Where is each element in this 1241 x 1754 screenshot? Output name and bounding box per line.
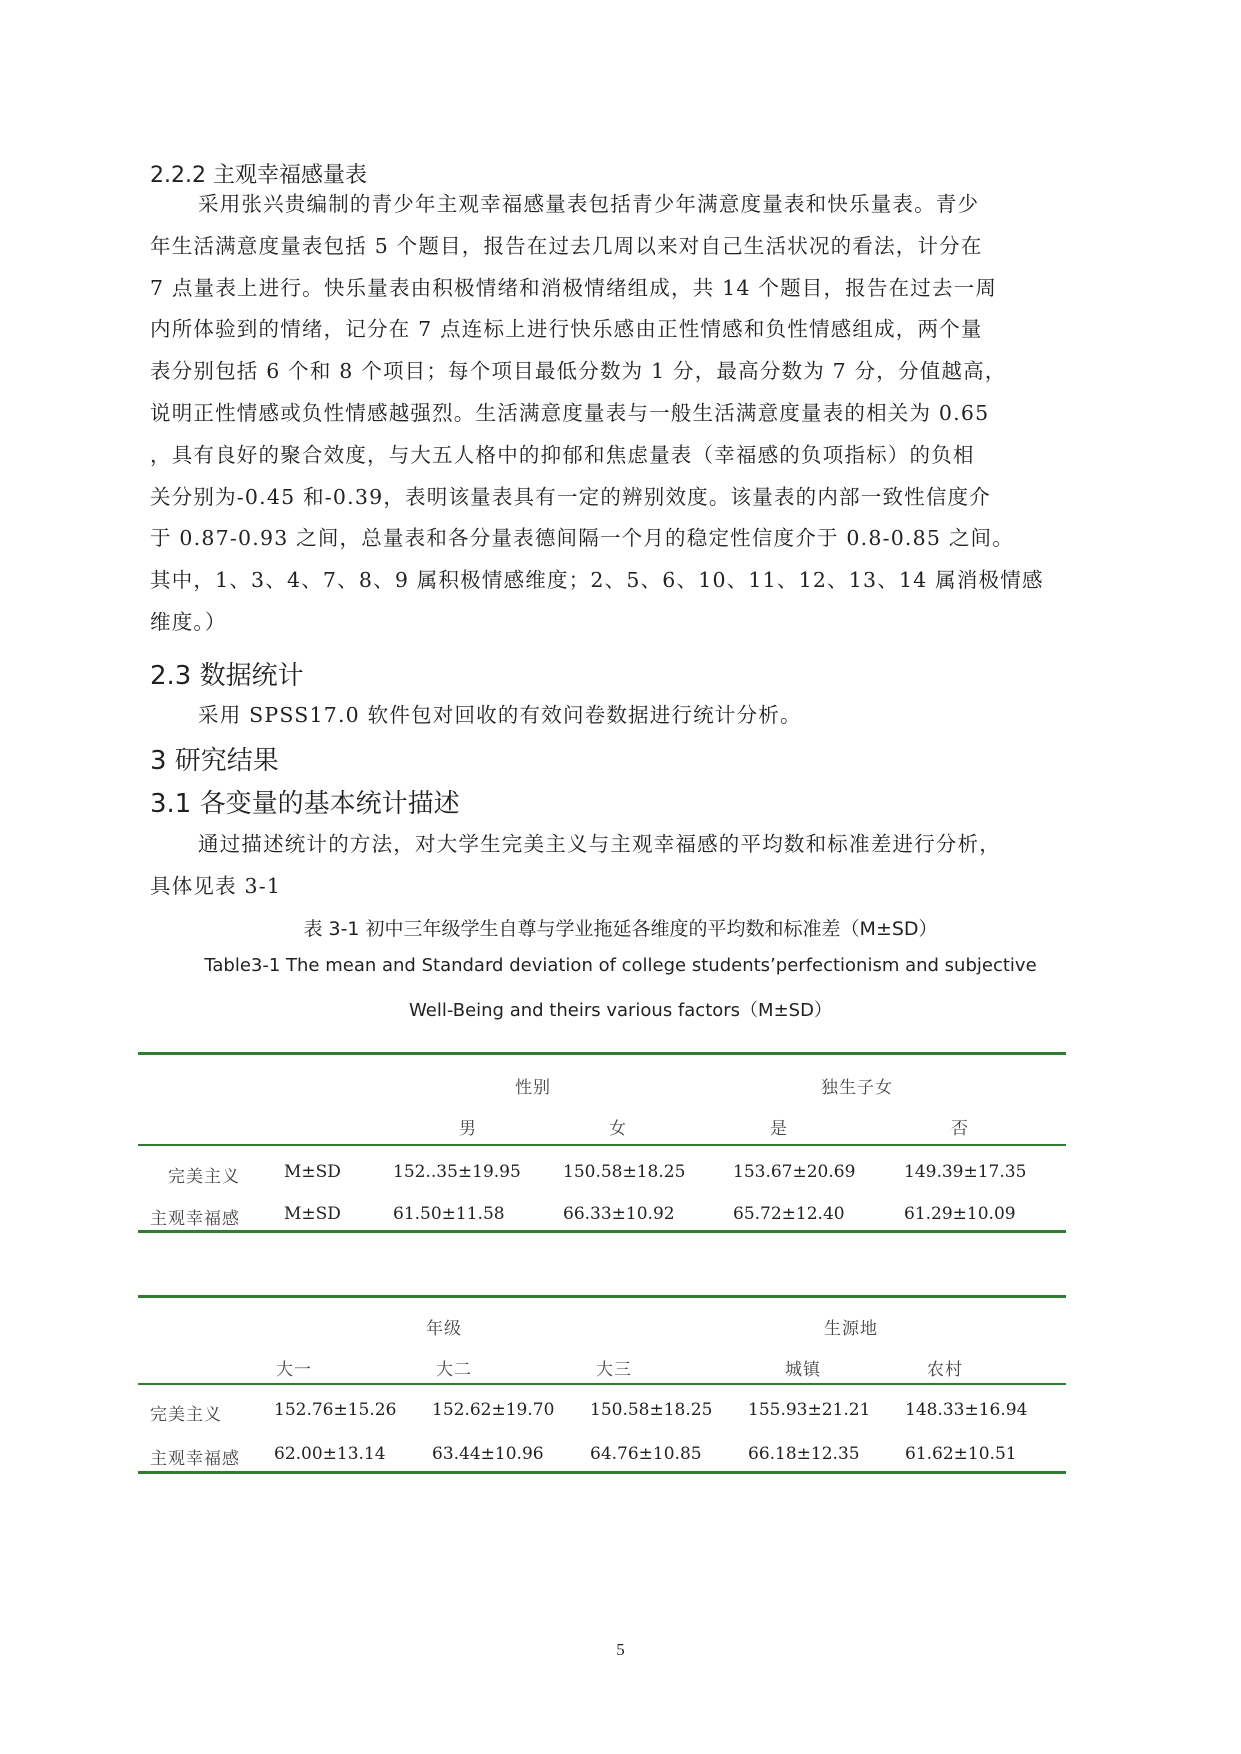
column-header-freshman: 大一 (276, 1360, 312, 1380)
table-cell: 149.39±17.35 (904, 1162, 1027, 1182)
column-header-urban: 城镇 (785, 1360, 821, 1380)
table-cell: 61.62±10.51 (905, 1444, 1017, 1464)
text-line: 维度。） (150, 609, 227, 634)
stat-label: M±SD (284, 1162, 341, 1182)
text-line: 采用 SPSS17.0 软件包对回收的有效问卷数据进行统计分析。 (198, 703, 802, 727)
section-heading-3: 3 研究结果 (150, 746, 279, 776)
table-bottom-rule (138, 1230, 1066, 1233)
table-cell: 64.76±10.85 (590, 1444, 702, 1464)
table-caption-english-line1: Table3-1 The mean and Standard deviation of college students’perfectionism and subjective (204, 955, 1037, 976)
table-caption-english-line2: Well-Being and theirs various factors（M±SD） (409, 1000, 832, 1021)
table-bottom-rule (138, 1471, 1066, 1474)
table-cell: 153.67±20.69 (733, 1162, 856, 1182)
text-line: 年生活满意度量表包括 5 个题目，报告在过去几周以来对自己生活状况的看法，计分在 (150, 233, 983, 258)
table-header-rule (138, 1383, 1066, 1385)
column-group-gender: 性别 (515, 1078, 551, 1098)
row-label: 完美主义 (150, 1405, 222, 1425)
text-line: 通过描述统计的方法，对大学生完美主义与主观幸福感的平均数和标准差进行分析， (198, 832, 1001, 856)
column-header-male: 男 (459, 1119, 477, 1139)
table-cell: 65.72±12.40 (733, 1204, 845, 1224)
table-cell: 66.18±12.35 (748, 1444, 860, 1464)
column-group-origin: 生源地 (824, 1319, 878, 1339)
text-line: 于 0.87-0.93 之间，总量表和各分量表德间隔一个月的稳定性信度介于 0.8-0.85 之间。 (150, 526, 1014, 551)
table-cell: 61.50±11.58 (393, 1204, 505, 1224)
table-cell: 150.58±18.25 (590, 1400, 713, 1420)
paragraph-scale-description (150, 184, 1098, 644)
text-line: 具体见表 3-1 (150, 873, 282, 898)
section-heading-2-3: 2.3 数据统计 (150, 661, 304, 691)
table-cell: 62.00±13.14 (274, 1444, 386, 1464)
text-line: 其中，1、3、4、7、8、9 属积极情感维度；2、5、6、10、11、12、13、14 属消极情感 (150, 568, 1044, 593)
table-cell: 61.29±10.09 (904, 1204, 1016, 1224)
row-label: 主观幸福感 (150, 1209, 240, 1229)
text-line: 表分别包括 6 个和 8 个项目；每个项目最低分数为 1 分，最高分数为 7 分，分值越高， (150, 359, 1007, 384)
table-cell: 152.76±15.26 (274, 1400, 397, 1420)
table-cell: 150.58±18.25 (563, 1162, 686, 1182)
column-header-yes: 是 (770, 1119, 788, 1139)
row-label: 主观幸福感 (150, 1449, 240, 1469)
column-header-rural: 农村 (927, 1360, 963, 1380)
column-header-junior: 大三 (596, 1360, 632, 1380)
column-group-only-child: 独生子女 (821, 1078, 893, 1098)
stat-label: M±SD (284, 1204, 341, 1224)
table-top-rule (138, 1052, 1066, 1055)
text-line: 关分别为-0.45 和-0.39，表明该量表具有一定的辨别效度。该量表的内部一致性信度介 (150, 484, 991, 509)
paragraph-descriptive (150, 824, 1098, 908)
table-cell: 63.44±10.96 (432, 1444, 544, 1464)
row-label: 完美主义 (168, 1167, 240, 1187)
table-header-rule (138, 1144, 1066, 1146)
paragraph-statistics (150, 695, 1098, 737)
table-cell: 155.93±21.21 (748, 1400, 871, 1420)
section-heading-3-1: 3.1 各变量的基本统计描述 (150, 789, 460, 819)
column-header-no: 否 (951, 1119, 969, 1139)
table-caption-chinese: 表 3-1 初中三年级学生自尊与学业拖延各维度的平均数和标准差（M±SD） (303, 918, 938, 940)
text-line: 采用张兴贵编制的青少年主观幸福感量表包括青少年满意度量表和快乐量表。青少 (198, 192, 980, 216)
table-top-rule (138, 1295, 1066, 1298)
text-line: 说明正性情感或负性情感越强烈。生活满意度量表与一般生活满意度量表的相关为 0.65 (150, 400, 990, 425)
text-line: ，具有良好的聚合效度，与大五人格中的抑郁和焦虑量表（幸福感的负项指标）的负相 (150, 442, 975, 467)
column-group-grade: 年级 (426, 1319, 462, 1339)
text-line: 7 点量表上进行。快乐量表由积极情绪和消极情绪组成，共 14 个题目，报告在过去一周 (150, 275, 998, 300)
column-header-female: 女 (609, 1119, 627, 1139)
table-cell: 152.62±19.70 (432, 1400, 555, 1420)
table-cell: 66.33±10.92 (563, 1204, 675, 1224)
page-number: 5 (616, 1640, 625, 1659)
table-cell: 152..35±19.95 (393, 1162, 521, 1182)
text-line: 内所体验到的情绪，记分在 7 点连标上进行快乐感由正性情感和负性情感组成，两个量 (150, 317, 983, 342)
column-header-sophomore: 大二 (436, 1360, 472, 1380)
section-heading-2-2-2: 2.2.2 主观幸福感量表 (150, 163, 367, 188)
table-cell: 148.33±16.94 (905, 1400, 1028, 1420)
